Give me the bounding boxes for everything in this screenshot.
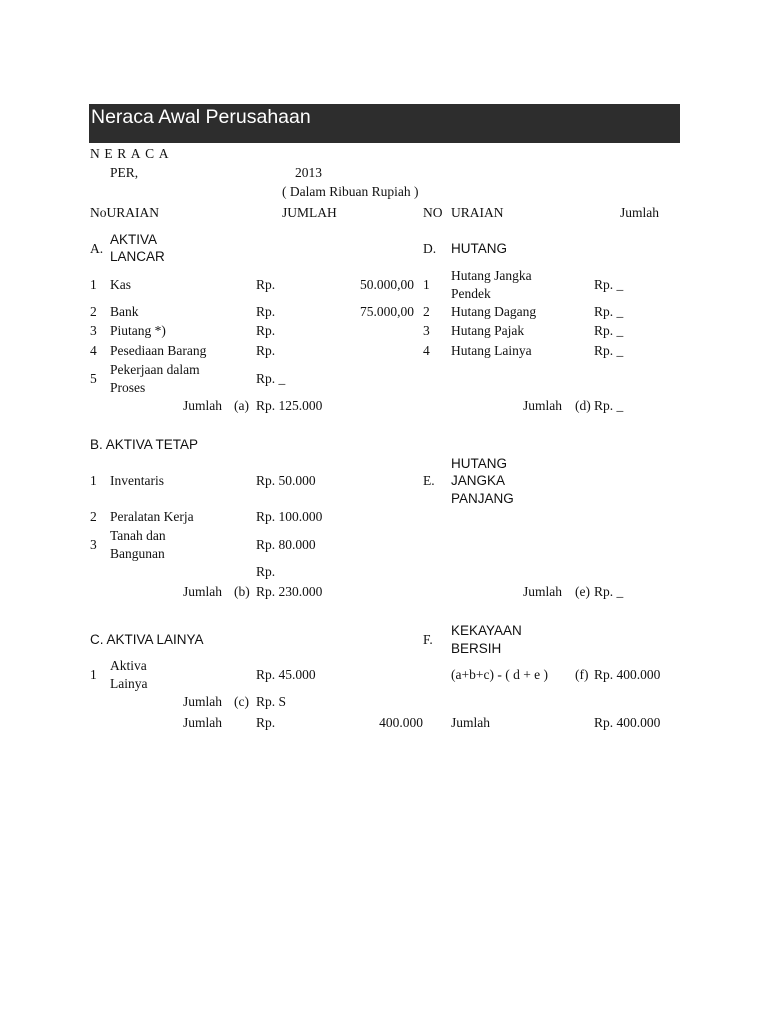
a-row-1-no: 1 <box>90 277 97 292</box>
d-total-label: Jumlah <box>523 398 562 413</box>
title-banner <box>89 104 680 143</box>
b-total-tag: (b) <box>234 584 250 599</box>
d-row-4-value: Rp. _ <box>594 343 624 358</box>
col-jumlah: JUMLAH <box>282 205 337 220</box>
d-total-value: Rp. _ <box>594 398 624 413</box>
a-row-1-label: Kas <box>110 277 131 292</box>
a-row-1-amount: 50.000,00 <box>360 277 414 292</box>
col-uraian-right: URAIAN <box>451 205 504 220</box>
section-f-title-2: BERSIH <box>451 641 502 656</box>
b-row-3-value: Rp. 80.000 <box>256 537 316 552</box>
period-label: PER, <box>110 165 139 180</box>
e-total-label: Jumlah <box>523 584 562 599</box>
col-jumlah-right: Jumlah <box>620 205 659 220</box>
d-row-3-no: 3 <box>423 323 430 338</box>
section-a-letter: A. <box>90 241 104 256</box>
a-row-3-no: 3 <box>90 323 97 338</box>
a-row-5-no: 5 <box>90 371 97 386</box>
d-row-1-label-2: Pendek <box>451 286 491 301</box>
e-total-value: Rp. _ <box>594 584 624 599</box>
d-row-2-label: Hutang Dagang <box>451 304 537 319</box>
a-row-2-no: 2 <box>90 304 97 319</box>
a-total-tag: (a) <box>234 398 249 413</box>
section-e-title: HUTANG <box>451 456 507 471</box>
c-row-1-no: 1 <box>90 667 97 682</box>
left-grand-total-rp: Rp. <box>256 715 276 730</box>
year-label: 2013 <box>295 165 322 180</box>
d-row-3-value: Rp. _ <box>594 323 624 338</box>
section-e-title-3: PANJANG <box>451 491 514 506</box>
f-tag: (f) <box>575 667 589 682</box>
col-no-uraian: NoURAIAN <box>90 205 159 220</box>
neraca-heading: NERACA <box>90 146 174 161</box>
a-row-3-rp: Rp. <box>256 323 276 338</box>
b-row-1-value: Rp. 50.000 <box>256 473 316 488</box>
d-row-1-no: 1 <box>423 277 430 292</box>
c-total-label: Jumlah <box>183 694 222 709</box>
b-row-3-no: 3 <box>90 537 97 552</box>
section-e-title-2: JANGKA <box>451 473 506 488</box>
e-total-tag: (e) <box>575 584 590 599</box>
a-row-4-label: Pesediaan Barang <box>110 343 207 358</box>
b-row-2-label: Peralatan Kerja <box>110 509 194 524</box>
b-row-3-label: Tanah dan <box>110 528 166 543</box>
section-b-title: B. AKTIVA TETAP <box>90 437 199 452</box>
section-a-title-2: LANCAR <box>110 249 165 264</box>
a-row-5-label-2: Proses <box>110 380 146 395</box>
b-row-2-value: Rp. 100.000 <box>256 509 323 524</box>
c-row-1-label-2: Lainya <box>110 676 148 691</box>
a-row-4-no: 4 <box>90 343 97 358</box>
unit-label: ( Dalam Ribuan Rupiah ) <box>282 184 419 199</box>
d-row-2-no: 2 <box>423 304 430 319</box>
section-d-letter: D. <box>423 241 437 256</box>
d-row-1-label: Hutang Jangka <box>451 268 532 283</box>
col-no-right: NO <box>423 205 443 220</box>
a-row-5-label: Pekerjaan dalam <box>110 362 200 377</box>
a-row-5-rp: Rp. _ <box>256 371 286 386</box>
left-grand-total-label: Jumlah <box>183 715 222 730</box>
left-grand-total-amount: 400.000 <box>379 715 423 730</box>
a-row-3-label: Piutang *) <box>110 323 166 338</box>
b-total-label: Jumlah <box>183 584 222 599</box>
section-a-title: AKTIVA <box>110 232 158 247</box>
d-row-1-value: Rp. _ <box>594 277 624 292</box>
b-row-3-label-2: Bangunan <box>110 546 165 561</box>
right-grand-total-value: Rp. 400.000 <box>594 715 661 730</box>
c-row-1-label: Aktiva <box>110 658 147 673</box>
b-row-1-no: 1 <box>90 473 97 488</box>
c-row-1-value: Rp. 45.000 <box>256 667 316 682</box>
a-row-2-rp: Rp. <box>256 304 276 319</box>
f-formula: (a+b+c) - ( d + e ) <box>451 667 549 682</box>
a-row-2-amount: 75.000,00 <box>360 304 414 319</box>
b-row-2-no: 2 <box>90 509 97 524</box>
b-row-1-label: Inventaris <box>110 473 164 488</box>
b-extra-rp: Rp. <box>256 564 276 579</box>
a-row-2-label: Bank <box>110 304 139 319</box>
d-row-3-label: Hutang Pajak <box>451 323 525 338</box>
c-total-tag: (c) <box>234 694 249 709</box>
d-row-2-value: Rp. _ <box>594 304 624 319</box>
a-total-value: Rp. 125.000 <box>256 398 323 413</box>
section-c-title: C. AKTIVA LAINYA <box>90 632 204 647</box>
f-value: Rp. 400.000 <box>594 667 661 682</box>
section-f-letter: F. <box>423 632 433 647</box>
a-total-label: Jumlah <box>183 398 222 413</box>
b-total-value: Rp. 230.000 <box>256 584 323 599</box>
section-e-letter: E. <box>423 473 435 488</box>
c-total-value: Rp. S <box>256 694 287 709</box>
page-title: Neraca Awal Perusahaan <box>91 106 311 128</box>
section-d-title: HUTANG <box>451 241 507 256</box>
section-f-title: KEKAYAAN <box>451 623 522 638</box>
a-row-4-rp: Rp. <box>256 343 276 358</box>
right-grand-total-label: Jumlah <box>451 715 490 730</box>
d-row-4-no: 4 <box>423 343 430 358</box>
d-total-tag: (d) <box>575 398 591 413</box>
a-row-1-rp: Rp. <box>256 277 276 292</box>
d-row-4-label: Hutang Lainya <box>451 343 532 358</box>
